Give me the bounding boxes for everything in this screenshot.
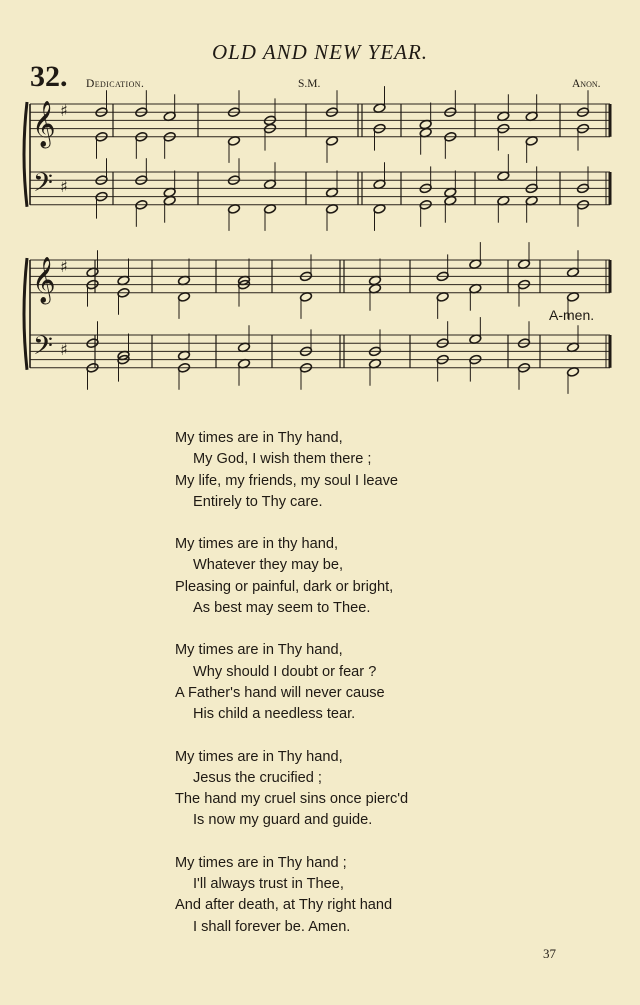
amen-label: A-men. — [549, 307, 595, 323]
verse-line: The hand my cruel sins once pierc'd — [175, 791, 409, 808]
page-number: 37 — [543, 946, 556, 961]
verse-line: Is now my guard and guide. — [193, 812, 373, 829]
section-title: OLD AND NEW YEAR. — [211, 40, 429, 64]
verse — [175, 853, 408, 938]
bass-clef-icon: 𝄢 — [33, 331, 53, 367]
composer: Anon. — [572, 78, 601, 90]
system-brace — [24, 102, 27, 207]
treble-clef-icon: 𝄞 — [32, 257, 56, 303]
verse-line: As best may seem to Thee. — [193, 600, 371, 617]
hymn-number: 32. — [30, 60, 68, 93]
verse-line: My times are in thy hand, — [175, 536, 339, 553]
treble-clef-icon: 𝄞 — [32, 101, 56, 147]
verse — [175, 534, 408, 619]
staff-systems — [24, 86, 610, 394]
verse-line: My God, I wish them there ; — [193, 451, 372, 468]
verse-line: My times are in Thy hand, — [175, 642, 343, 659]
verse-line: And after death, at Thy right hand — [175, 897, 393, 914]
verse-line: His child a needless tear. — [193, 706, 356, 723]
verse — [175, 747, 408, 832]
sharp-key-signature-icon: ♯ — [60, 177, 68, 196]
verse-line: Pleasing or painful, dark or bright, — [175, 578, 394, 595]
sharp-key-signature-icon: ♯ — [60, 101, 68, 120]
verse-line: My times are in Thy hand, — [175, 748, 343, 765]
verse-line: My times are in Thy hand, — [175, 430, 343, 446]
verse-line: Entirely to Thy care. — [193, 493, 323, 510]
verse — [175, 640, 408, 725]
sharp-key-signature-icon: ♯ — [60, 340, 68, 359]
verse-line: My times are in Thy hand ; — [175, 854, 347, 871]
verse-line: Jesus the crucified ; — [193, 769, 322, 786]
verse-line: A Father's hand will never cause — [175, 684, 385, 701]
bass-clef-icon: 𝄢 — [33, 168, 53, 204]
verse-line: My life, my friends, my soul I leave — [175, 472, 399, 489]
tune-name: Dedication. — [86, 78, 145, 90]
meter: S.M. — [298, 78, 321, 90]
sharp-key-signature-icon: ♯ — [60, 257, 68, 276]
verses — [175, 428, 408, 959]
system-brace — [24, 258, 27, 370]
music-score — [0, 0, 640, 400]
verse-line: I shall forever be. Amen. — [193, 918, 351, 935]
verse — [175, 428, 408, 513]
verse-line: I'll always trust in Thee, — [193, 876, 344, 893]
verse-line: Whatever they may be, — [193, 557, 344, 574]
verse-line: Why should I doubt or fear ? — [193, 663, 377, 680]
